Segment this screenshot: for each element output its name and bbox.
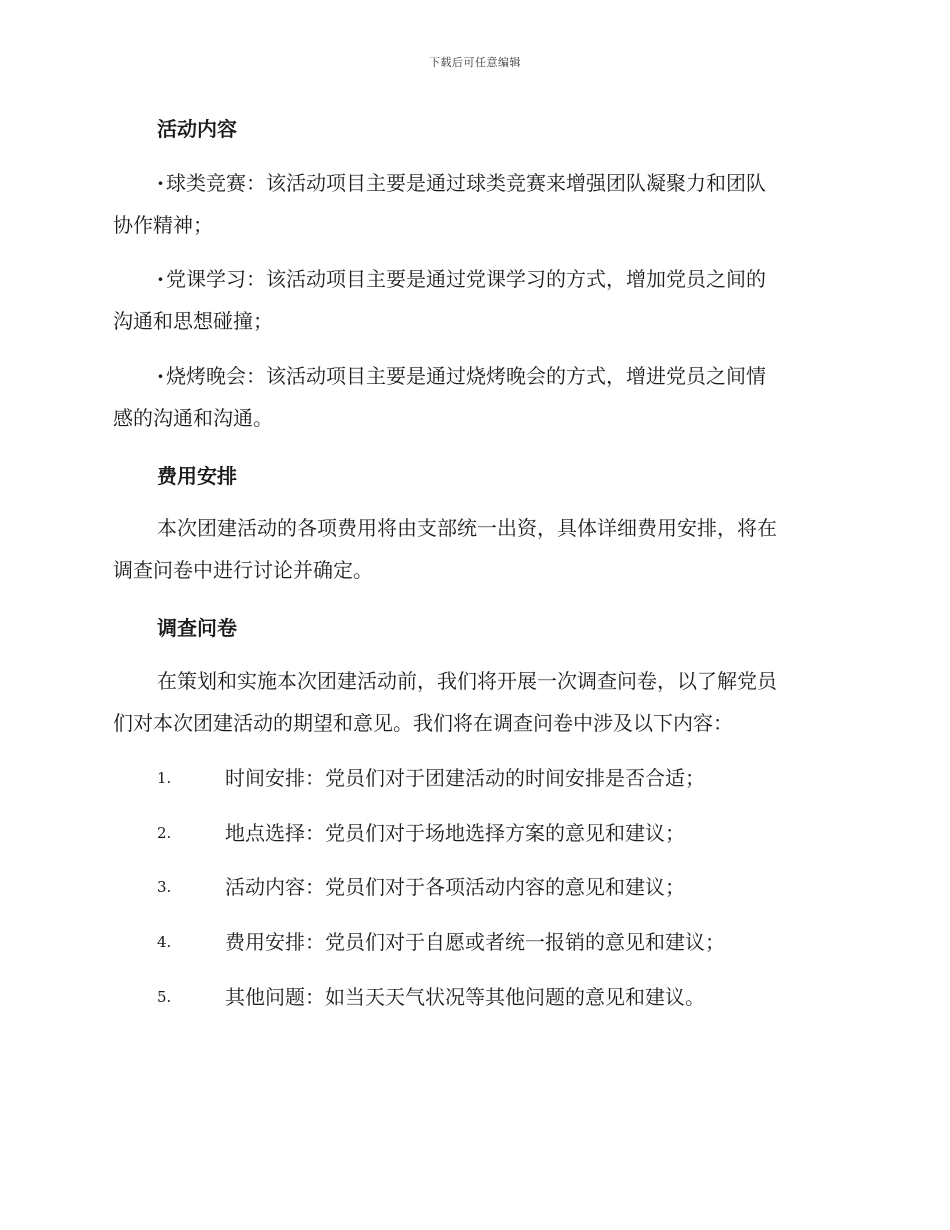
- bullet-dot: ·: [157, 364, 164, 388]
- list-text: 地点选择：党员们对于场地选择方案的意见和建议；: [225, 821, 685, 845]
- bullet-dot: ·: [157, 171, 164, 195]
- bullet-text: 烧烤晚会：该活动项目主要是通过烧烤晚会的方式，增进党员之间情: [165, 364, 766, 388]
- bullet-line: [113, 355, 833, 397]
- list-number: 4.: [157, 933, 172, 951]
- list-number: 5.: [157, 988, 172, 1006]
- bullet-line: [113, 258, 833, 300]
- paragraph-line-continued: 们对本次团建活动的期望和意见。我们将在调查问卷中涉及以下内容：: [113, 711, 733, 735]
- bullet-line: [113, 162, 833, 204]
- list-text: 活动内容：党员们对于各项活动内容的意见和建议；: [225, 875, 685, 899]
- paragraph-line: 在策划和实施本次团建活动前，我们将开展一次调查问卷，以了解党员: [157, 669, 777, 693]
- list-number: 2.: [157, 824, 172, 842]
- bullet-text: 球类竞赛：该活动项目主要是通过球类竞赛来增强团队凝聚力和团队: [165, 171, 766, 195]
- bullet-text-continued: 感的沟通和沟通。: [113, 406, 273, 430]
- heading-activity: 活动内容: [157, 117, 237, 141]
- bullet-paragraph: [113, 162, 833, 246]
- survey-paragraph: [113, 660, 833, 744]
- paragraph-line-continued: 调查问卷中进行讨论并确定。: [113, 558, 373, 582]
- bullet-paragraph: [113, 258, 833, 342]
- heading-cost: 费用安排: [157, 464, 237, 488]
- bullet-paragraph: [113, 355, 833, 439]
- list-text: 费用安排：党员们对于自愿或者统一报销的意见和建议；: [225, 930, 725, 954]
- list-text: 其他问题：如当天天气状况等其他问题的意见和建议。: [225, 985, 705, 1009]
- header-note: 下载后可任意编辑: [429, 56, 521, 69]
- bullet-text: 党课学习：该活动项目主要是通过党课学习的方式，增加党员之间的: [165, 267, 766, 291]
- cost-paragraph: [113, 507, 833, 591]
- bullet-text-continued: 沟通和思想碰撞；: [113, 309, 273, 333]
- bullet-text-continued: 协作精神；: [113, 213, 213, 237]
- list-number: 3.: [157, 878, 172, 896]
- bullet-dot: ·: [157, 267, 164, 291]
- list-number: 1.: [157, 769, 172, 787]
- list-text: 时间安排：党员们对于团建活动的时间安排是否合适；: [225, 766, 705, 790]
- heading-survey: 调查问卷: [157, 616, 237, 640]
- paragraph-line: 本次团建活动的各项费用将由支部统一出资，具体详细费用安排，将在: [157, 516, 777, 540]
